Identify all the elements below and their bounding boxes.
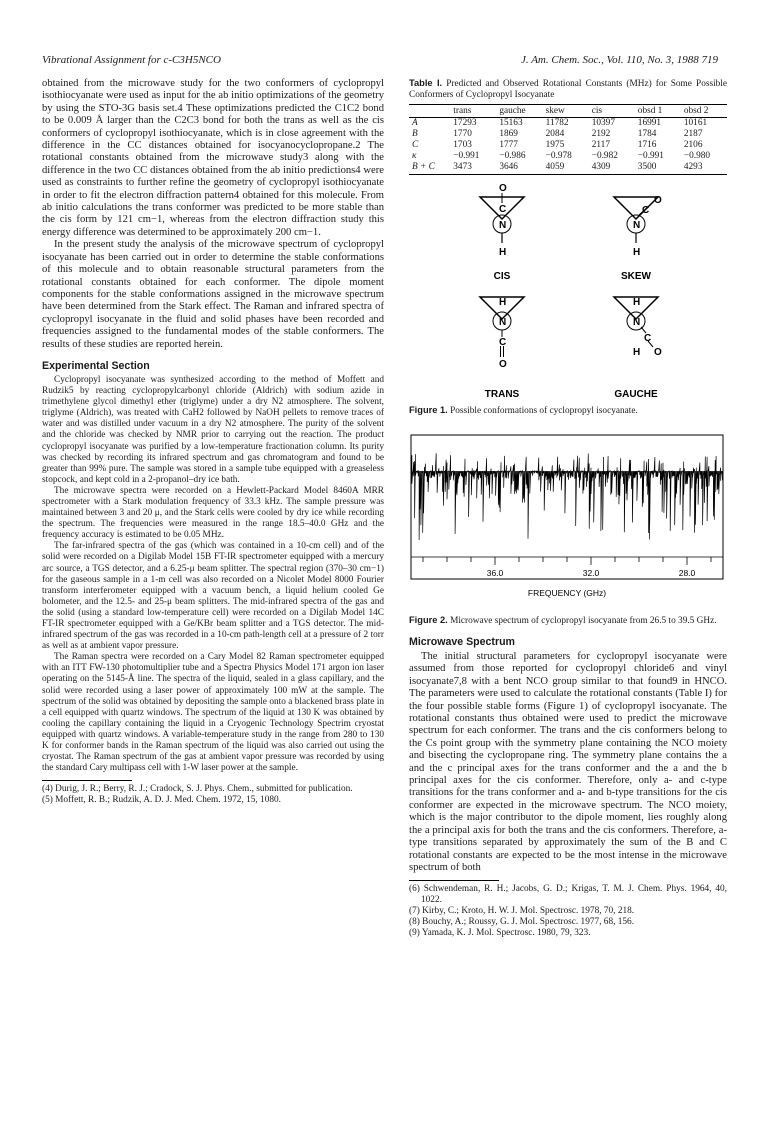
figure-1-label: Figure 1. <box>409 405 448 415</box>
atom-label: H <box>633 297 641 308</box>
table-cell: 1777 <box>499 140 518 150</box>
experimental-paragraph-synthesis: Cyclopropyl isocyanate was synthesized according to the method of Moffett and Rudzik5 by reacting cyclopropylcarbonyl chloride (Aldrich) with sodium azide in trimethylene glycol dimethyl ether (triglyme) under a dry N2 atmosphere. The solvent, triglyme (Aldrich), was treated with CaH2 followed by NaOH pellets to remove traces of water and was distilled under vacuum in a dry N2 atmosphere. The purity of the solvent and the chloride was checked by NMR prior to carrying out the reaction. The product cyclopropyl isocyanate was purified by a low-temperature fractionation column. Its purity was checked by recording its infrared spectrum and gas chromatogram and found to be greater than 99% pure. The sample was stored in a sample tube equipped with a greaseless stopcock, and kept cold in a 2-propanol–dry ice bath. <box>42 374 384 485</box>
table-cell: 1784 <box>637 129 657 139</box>
right-column <box>409 78 727 939</box>
rotational-constants-table <box>409 104 727 175</box>
table-cell: 1703 <box>453 140 472 150</box>
table-1-caption <box>409 78 727 101</box>
x-tick-label: 32.0 <box>582 568 600 578</box>
table-header-cell: trans <box>450 105 496 118</box>
table-cell: 17293 <box>453 118 477 128</box>
table-row-label: C <box>412 140 419 150</box>
spectrum-line <box>411 453 722 540</box>
atom-label: H <box>633 247 641 258</box>
table-cell: −0.991 <box>637 151 664 161</box>
table-cell: 2187 <box>683 129 703 139</box>
running-header-journal: J. Am. Chem. Soc., Vol. 110, No. 3, 1988 719 <box>521 54 718 66</box>
figure-1-conformations <box>409 179 727 411</box>
table-cell: 4309 <box>589 162 635 175</box>
table-row-label: κ <box>412 151 417 161</box>
atom-label: N <box>499 317 507 328</box>
x-axis-label: FREQUENCY (GHz) <box>527 588 607 598</box>
spectrum-trace <box>411 453 722 540</box>
gauche-conformer-drawing <box>614 297 662 400</box>
table-header-cell: skew <box>543 105 589 118</box>
x-tick-label: 36.0 <box>486 568 504 578</box>
table-header-cell: obsd 2 <box>681 105 727 118</box>
table-header-cell: obsd 1 <box>635 105 681 118</box>
figure-2-caption <box>409 615 727 627</box>
footnote-5: (5) Moffett, R. B.; Rudzik, A. D. J. Med. Chem. 1972, 15, 1080. <box>42 795 281 806</box>
table-cell: 2117 <box>591 140 610 150</box>
table-body <box>409 118 727 175</box>
atom-label: O <box>499 359 507 370</box>
cis-label: CIS <box>493 271 511 282</box>
table-cell: 11782 <box>545 118 569 128</box>
atom-label: N <box>633 220 641 231</box>
figure-1-caption-text: Possible conformations of cyclopropyl isocyanate. <box>450 406 638 416</box>
table-cell: 16991 <box>637 118 662 128</box>
table-cell: −0.982 <box>591 151 618 161</box>
table-cell: 10397 <box>591 118 615 128</box>
footnote-8: (8) Bouchy, A.; Roussy, G. J. Mol. Spectrosc. 1977, 68, 156. <box>409 917 635 928</box>
experimental-paragraph-infrared: The far-infrared spectra of the gas (which was contained in a 10-cm cell) and of the solid were recorded on a Digilab Model 15B FT-IR spectrometer equipped with a mercury arc source, a TGS detector, and a 6.25-μ beam splitter. The spectral region (370–30 cm−1) for the gaseous sample in a 1-m cell was also recorded on a Nicolet Model 8000 Fourier transform interferometer equipped with a vacuum bench, a liquid helium cooled Ge bolometer, and the 12.5- and 25-μ beam splitters. The mid-infrared spectra of the gas and the solid (using a standard low-temperature cell) were recorded on a Digilab Model 14C FT-IR spectrometer equipped with a Ge/KBr beam splitter and a TGS detector. The mid-infrared spectrum of the gas was recorded in a 10-cm path-length cell at a pressure of 2 torr as well as at ambient vapor pressure. <box>42 541 384 652</box>
footnote-7: (7) Kirby, C.; Kroto, H. W. J. Mol. Spectrosc. 1978, 70, 218. <box>409 906 635 917</box>
table-cell: 4293 <box>681 162 727 175</box>
cis-conformer-drawing <box>480 183 524 282</box>
table-1-caption-text: Predicted and Observed Rotational Constants (MHz) for Some Possible Conformers of Cyclopropyl Isocyanate <box>409 79 728 100</box>
atom-label: O <box>654 195 662 206</box>
footnote-9: (9) Yamada, K. J. Mol. Spectrosc. 1980, 79, 323. <box>409 928 591 939</box>
microwave-section-heading: Microwave Spectrum <box>409 636 515 648</box>
footnote-rule <box>409 880 499 881</box>
atom-label: H <box>633 347 641 358</box>
gauche-label: GAUCHE <box>614 389 658 400</box>
table-cell: 1869 <box>499 129 518 139</box>
table-cell: 2192 <box>591 129 611 139</box>
footnote-6: (6) Schwendeman, R. H.; Jacobs, G. D.; Krigas, T. M. J. Chem. Phys. 1964, 40, 1022. <box>409 884 727 906</box>
spectrum-ticks <box>423 557 711 578</box>
table-header-cell <box>409 105 450 118</box>
table-row <box>409 129 727 140</box>
atom-label: H <box>499 247 507 258</box>
footnote-4: (4) Durig, J. R.; Berry, R. J.; Cradock, S. J. Phys. Chem., submitted for publication. <box>42 784 353 795</box>
table-cell: 15163 <box>499 118 523 128</box>
intro-paragraph-2: In the present study the analysis of the microwave spectrum of cyclopropyl isocyanate has been carried out in order to determine the stable conformations of this molecule and to obtain reasonable structural parameters from the rotational constants obtained for each conformer. The dipole moment components for the stable conformations assigned in the microwave spectrum have been determined from the Stark effect. The Raman and infrared spectra of cyclopropyl isocyanate in the fluid and solid phases have been recorded and frequencies assigned to the fundamental modes of the stable conformers. The results of these studies are reported herein. <box>42 239 384 350</box>
atom-label: C <box>642 205 650 216</box>
x-tick-label: 28.0 <box>678 568 696 578</box>
table-cell: −0.986 <box>499 151 526 161</box>
table-cell: 1975 <box>545 140 565 150</box>
table-row <box>409 118 727 130</box>
left-column <box>42 78 384 806</box>
table-cell: 3473 <box>450 162 496 175</box>
footnote-rule <box>42 780 132 781</box>
skew-label: SKEW <box>621 271 651 282</box>
figure-2-label: Figure 2. <box>409 615 448 625</box>
table-cell: 3500 <box>635 162 681 175</box>
table-cell: 4059 <box>543 162 589 175</box>
table-row <box>409 140 727 151</box>
trans-conformer-drawing <box>480 297 524 400</box>
table-row <box>409 162 727 175</box>
atom-label: H <box>499 297 507 308</box>
table-cell: 1770 <box>453 129 472 139</box>
table-cell: 2084 <box>545 129 565 139</box>
running-header-title: Vibrational Assignment for c-C3H5NCO <box>42 54 221 66</box>
table-row <box>409 151 727 162</box>
atom-label: O <box>654 347 662 358</box>
table-cell: 10161 <box>683 118 708 128</box>
atom-label: C <box>644 333 652 344</box>
experimental-section-heading: Experimental Section <box>42 359 150 372</box>
skew-conformer-drawing <box>614 195 662 282</box>
figure-1-caption <box>409 405 727 417</box>
table-cell: −0.978 <box>545 151 572 161</box>
microwave-paragraph: The initial structural parameters for cyclopropyl isocyanate were assumed from those reported for cyclopropyl chloride6 and vinyl isocyanate7,8 with a bent NCO group similar to that found9 in HNCO. The parameters were used to calculate the rotational constants (Table I) for the four possible stable forms (Figure 1) of cyclopropyl isocyanate. The rotational constants thus obtained were used to predict the microwave spectrum for each conformer. The trans and the cis conformers belong to the Cs point group with the symmetry plane containing the NCO moiety and bisecting the cyclopropane ring. The symmetry plane contains the a and the c principal axes for the trans conformer and the a and the b principal axes for the cis conformer. Therefore, only a- and c-type transitions for the trans conformer and a- and b-type transitions for the cis conformer are expected in the microwave spectrum. The NCO moiety, which is the major contributor to the dipole moment, lies roughly along the a principal axis for both the trans and the cis conformers. Therefore, a-type transitions separated by approximately the sum of the B and C rotational constants are expected to be the most intense in the microwave spectrum of both <box>409 651 727 873</box>
table-header-cell: cis <box>589 105 635 118</box>
experimental-paragraph-microwave: The microwave spectra were recorded on a Hewlett-Packard Model 8460A MRR spectrometer with a Stark modulation frequency of 33.3 kHz. The sample pressure was maintained between 3 and 20 μ, and the Stark cells were cooled by dry ice while recording the spectrum. The frequencies were measured in the range 18.5–40.0 GHz and the frequency accuracy is estimated to be 0.05 MHz. <box>42 485 384 541</box>
experimental-paragraph-raman: The Raman spectra were recorded on a Cary Model 82 Raman spectrometer equipped with an ITT FW-130 photomultiplier tube and a Spectra Physics Model 171 argon ion laser operating on the 5145-Å line. The spectra of the liquid, sealed in a glass capillary, and the solid were recorded using a laser power of approximately 100 mW at the sample. The spectrum of the solid was obtained by depositing the sample onto a blackened brass plate in a cell equipped with quartz windows. The spectrum of the liquid at 130 K was obtained by cooling the capillary containing the liquid in a Cryogenic Technology Spectrim cryostat equipped with quartz windows. A variable-temperature study in the range from 280 to 130 K for conformer bands in the Raman spectrum of the liquid was also carried out using the cryostat. The Raman spectrum of the gas at ambient vapor pressure was recorded by using the standard Cary multipass cell with 1-W laser power at the sample. <box>42 652 384 774</box>
atom-label: C <box>499 204 507 215</box>
table-cell: 2106 <box>683 140 703 150</box>
table-1-label: Table I. <box>409 78 443 88</box>
atom-label: O <box>499 183 507 194</box>
figure-2-microwave-spectrum <box>409 431 727 611</box>
table-row-label: A <box>412 118 418 128</box>
atom-label: C <box>499 337 507 348</box>
figure-2-caption-text: Microwave spectrum of cyclopropyl isocyanate from 26.5 to 39.5 GHz. <box>450 616 717 626</box>
table-header-cell: gauche <box>496 105 542 118</box>
atom-label: N <box>633 317 641 328</box>
table-cell: 3646 <box>496 162 542 175</box>
table-cell: −0.980 <box>683 151 711 161</box>
intro-paragraph-1: obtained from the microwave study for the two conformers of cyclopropyl isothiocyanate were used as input for the ab initio optimizations of the geometry by using the STO-3G basis set.4 These optimizations predicted the C1C2 bond to be 0.009 Å larger than the C2C3 bond for both the trans as well as the cis conformers of cyclopropyl isothiocyanate, which is in close agreement with the difference in the CC distances obtained for isocyanocyclopropane.2 The rotational constants obtained from the microwave study3 along with the difference in the two CC distances obtained from the ab initio predictions4 were used as constraints to further refine the geometry of cyclopropyl isothiocyanate in order to fit the electron diffraction pattern4 obtained for this molecule. From ab initio calculations the trans conformer was predicted to be more stable than the cis form by 121 cm−1, whereas from the electron diffraction study this energy difference was determined to be approximately 200 cm−1. <box>42 78 384 238</box>
trans-label: TRANS <box>484 389 520 400</box>
table-header-row <box>409 105 727 118</box>
table-row-label: B <box>412 129 418 139</box>
table-cell: 1716 <box>637 140 657 150</box>
table-cell: −0.991 <box>453 151 480 161</box>
table-row-label: B + C <box>409 162 450 175</box>
atom-label: N <box>499 220 507 231</box>
